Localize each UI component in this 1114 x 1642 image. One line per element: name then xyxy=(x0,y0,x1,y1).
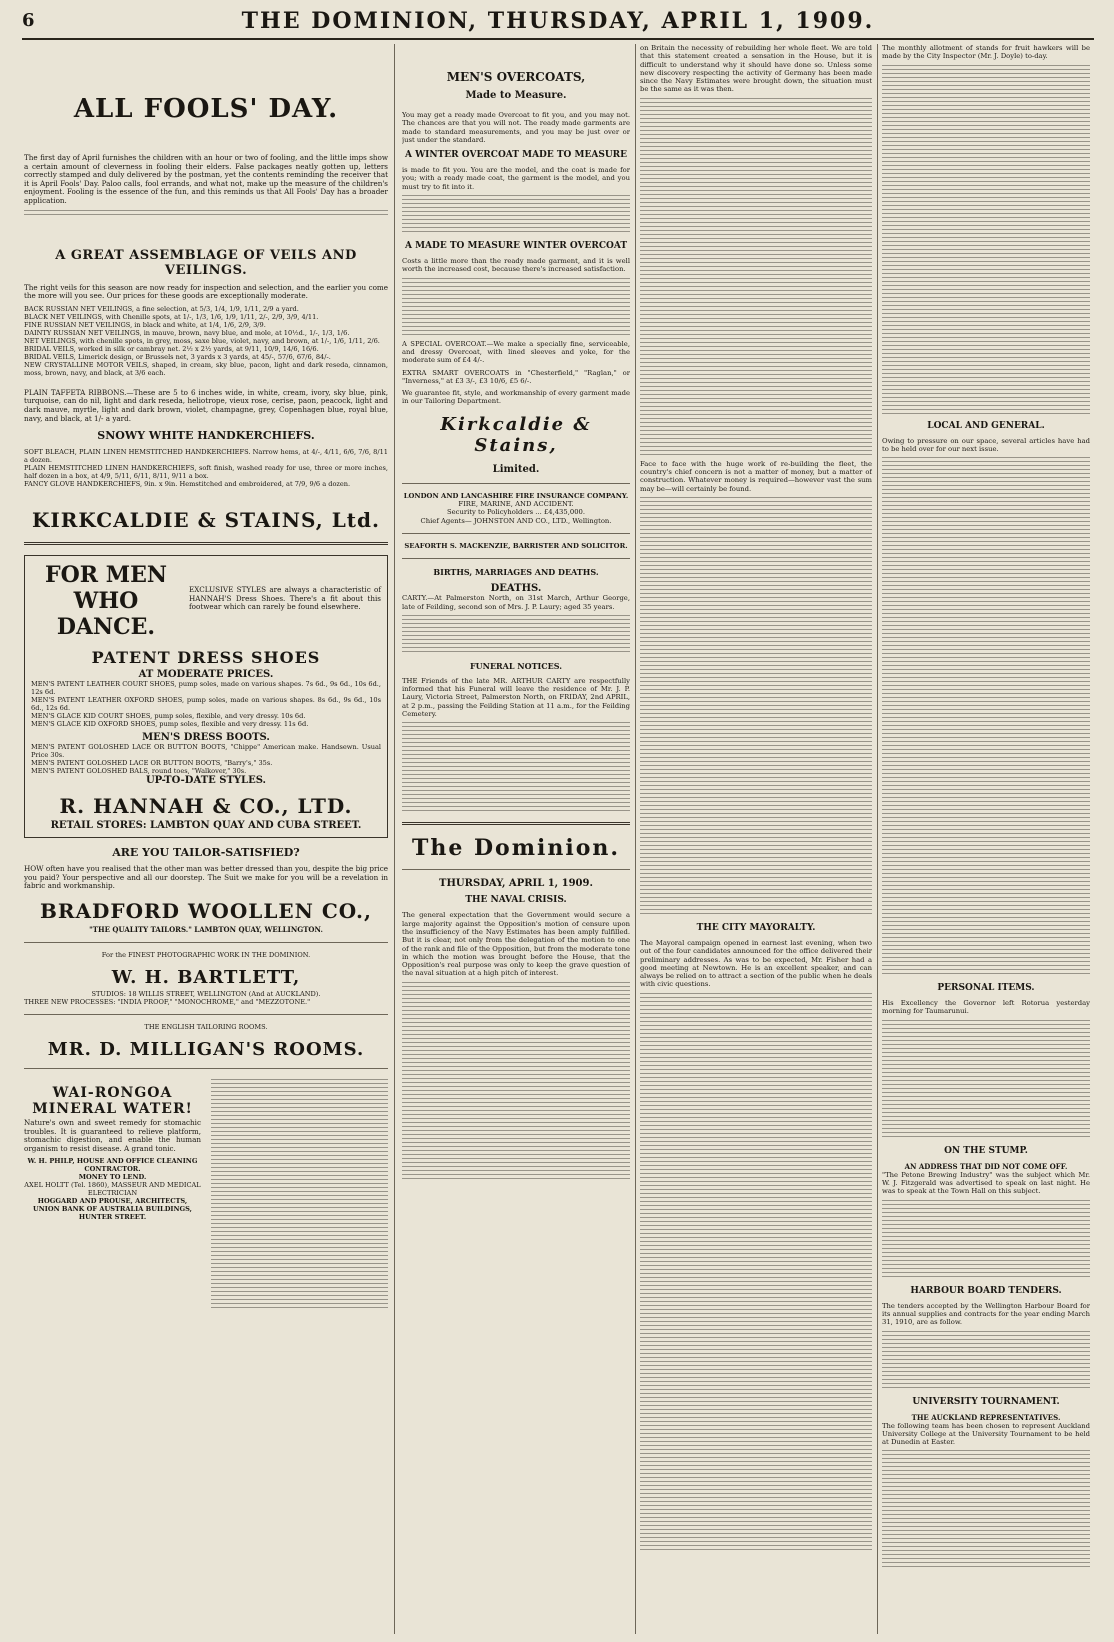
veils-heading: A GREAT ASSEMBLAGE OF VEILS AND VEILINGS. xyxy=(55,247,357,278)
text-filler xyxy=(402,278,630,338)
insurance-sub: FIRE, MARINE, AND ACCIDENT. xyxy=(458,500,574,509)
dress-boots-heading: MEN'S DRESS BOOTS. xyxy=(142,732,270,744)
naval-continued-2: Face to face with the huge work of re-building the fleet, the country's chief concern is not a matter of money, but a matter of construction. Whatever money is required—however vast the sum may be—will certainly be found. xyxy=(640,459,872,493)
kirkcaldie-limited: Limited. xyxy=(492,463,540,475)
hoggard-ad: HOGGARD AND PROUSE, ARCHITECTS, UNION BANK OF AUSTRALIA BUILDINGS, HUNTER STREET. xyxy=(33,1197,192,1222)
harbour-heading: HARBOUR BOARD TENDERS. xyxy=(910,1285,1062,1296)
veil-item: DAINTY RUSSIAN NET VEILINGS, in mauve, brown, navy blue, and mole, at 10½d., 1/-, 1/3, 1/6. xyxy=(24,328,350,337)
styles-line: UP-TO-DATE STYLES. xyxy=(145,775,267,787)
text-filler xyxy=(402,195,630,235)
text-filler xyxy=(882,1331,1090,1391)
university-heading: UNIVERSITY TOURNAMENT. xyxy=(912,1396,1060,1407)
boot-line: MEN'S PATENT GOLOSHED BALS, round toes, "Walkover," 30s. xyxy=(31,767,247,776)
hannah-logo: R. HANNAH & CO., LTD. xyxy=(59,794,353,819)
hankie-item: PLAIN HEMSTITCHED LINEN HANDKERCHIEFS, soft finish, washed ready for use, three or more inches, half dozen in a box, at 4/9, 5/11, 6/11, 8/11, 9/11 a box. xyxy=(24,464,388,481)
personal-heading: PERSONAL ITEMS. xyxy=(937,983,1035,994)
overcoats-sub: Made to Measure. xyxy=(465,90,567,101)
naval-continued: on Britain the necessity of rebuilding her whole fleet. We are told that this statement created a sensation in the House, but it is difficult to understand why it should have done so. Unless some new discovery respecting the activity of Germany has been made since the Navy Estimates were brought down, the situation must be the same as it was then. xyxy=(640,44,872,94)
all-fools-heading: ALL FOOLS' DAY. xyxy=(73,94,339,124)
boot-line: MEN'S PATENT GOLOSHED LACE OR BUTTON BOOTS, "Chippe" American make. Handsewn. Usual Price 30s. xyxy=(31,743,381,760)
text-filler xyxy=(640,993,872,1553)
text-filler xyxy=(640,497,872,917)
mayoralty-heading: THE CITY MAYORALTY. xyxy=(696,922,816,933)
wai-rongoa-text: Nature's own and sweet remedy for stomachic troubles. It is guaranteed to relieve platform, stomachic digestion, and enable the human organism to resist disease. A grand tonic. xyxy=(24,1117,201,1153)
funeral-text: THE Friends of the late MR. ARTHUR CARTY are respectfully informed that his Funeral will leave the residence of Mr. J. P. Laury, Victoria Street, Palmerston North, on FRIDAY, 2nd APRIL, at 2 p.m., passing the Feilding Station at 11 a.m., for the Feilding Cemetery. xyxy=(402,676,630,719)
funeral-heading: FUNERAL NOTICES. xyxy=(469,660,563,671)
naval-crisis-heading: THE NAVAL CRISIS. xyxy=(465,895,567,906)
column-rule xyxy=(635,44,636,1634)
text-filler xyxy=(882,1020,1090,1140)
holt-ad: AXEL HOLTT (Tel. 1860), MASSEUR AND MEDICAL ELECTRICIAN xyxy=(24,1181,201,1198)
boot-line: MEN'S PATENT GOLOSHED LACE OR BUTTON BOOTS, "Barry's," 35s. xyxy=(31,759,273,768)
mackenzie-ad: SEAFORTH S. MACKENZIE, BARRISTER AND SOLICITOR. xyxy=(404,541,628,550)
extra-smart: EXTRA SMART OVERCOATS in "Chesterfield," "Raglan," or "Inverness," at £3 3/-, £3 10/6, £5 6/-. xyxy=(402,368,630,385)
insurance-heading: LONDON AND LANCASHIRE FIRE INSURANCE COMPANY. xyxy=(403,491,629,500)
winter-overcoat-heading: A WINTER OVERCOAT MADE TO MEASURE xyxy=(404,150,628,161)
veil-item: BACK RUSSIAN NET VEILINGS, a fine selection, at 5/3, 1/4, 1/9, 1/11, 2/9 a yard. xyxy=(24,304,299,313)
leader-date: THURSDAY, APRIL 1, 1909. xyxy=(439,878,593,890)
column-3 xyxy=(640,44,872,1636)
bartlett-processes: THREE NEW PROCESSES: "INDIA PROOF," "MONOCHROME," and "MEZZOTONE." xyxy=(24,997,311,1006)
local-continued: The monthly allotment of stands for fruit hawkers will be made by the City Inspector (Mr. J. Doyle) to-day. xyxy=(882,44,1090,61)
column-1 xyxy=(24,44,388,1636)
veil-item: NET VEILINGS, with chenille spots, in grey, moss, saxe blue, violet, navy, and brown, at 1/-, 1/6, 1/11, 2/6. xyxy=(24,336,380,345)
harbour-text: The tenders accepted by the Wellington Harbour Board for its annual supplies and contracts for the year ending March 31, 1910, are as follow. xyxy=(882,1301,1090,1327)
dance-shoes-ad xyxy=(24,555,388,838)
shoe-line: MEN'S GLACE KID COURT SHOES, pump soles, flexible, and very dressy. 10s 6d. xyxy=(31,712,306,721)
shoe-line: MEN'S PATENT LEATHER COURT SHOES, pump soles, made on various shapes. 7s 6d., 9s 6d., 10s 6d., 12s 6d. xyxy=(31,680,381,697)
overcoats-heading: MEN'S OVERCOATS, xyxy=(446,70,586,84)
tailor-question: ARE YOU TAILOR-SATISFIED? xyxy=(112,846,300,860)
milligan-logo: MR. D. MILLIGAN'S ROOMS. xyxy=(47,1038,365,1060)
shoes-note: EXCLUSIVE STYLES are always a characteristic of HANNAH'S Dress Shoes. There's a fit about this footwear which can rarely be found elsewhere. xyxy=(189,585,381,612)
veil-item: BLACK NET VEILINGS, with Chenille spots, at 1/-, 1/3, 1/6, 1/9, 1/11, 2/-, 2/9, 3/9, 4/11. xyxy=(24,312,319,321)
stump-sub: AN ADDRESS THAT DID NOT COME OFF. xyxy=(904,1161,1068,1171)
bartlett-address: STUDIOS: 18 WILLIS STREET, WELLINGTON (And at AUCKLAND). xyxy=(91,989,321,998)
shoe-line: MEN'S PATENT LEATHER OXFORD SHOES, pump soles, made on various shapes. 8s 6d., 9s 6d., 10s 6d., 12s 6d. xyxy=(31,696,381,713)
veil-item: BRIDAL VEILS, worked in silk or cambray net. 2½ x 2½ yards, at 9/11, 10/9, 14/6, 16/6. xyxy=(24,344,319,353)
local-general-heading: LOCAL AND GENERAL. xyxy=(927,420,1045,431)
column-rule xyxy=(877,44,878,1634)
hankie-item: FANCY GLOVE HANDKERCHIEFS, 9in. x 9in. Hemstitched and embroidered, at 7/9, 9/6 a dozen. xyxy=(24,480,351,489)
ribbons-text: PLAIN TAFFETA RIBBONS.—These are 5 to 6 inches wide, in white, cream, ivory, sky blue, pink, turquoise, can do nil, light and dark reseda, heliotrope, vieux rose, cerise, paon, peacock, light and dark mauve, myrtle, light and dark brown, violet, champagne, grey, Copenhagen blue, royal blue, navy, and black, at 1/- a yard. xyxy=(24,387,388,423)
wai-rongoa-heading: WAI-RONGOA MINERAL WATER! xyxy=(32,1084,193,1117)
masthead-title: THE DOMINION, THURSDAY, APRIL 1, 1909. xyxy=(241,8,875,34)
hankie-item: SOFT BLEACH, PLAIN LINEN HEMSTITCHED HANDKERCHIEFS. Narrow hems, at 4/-, 4/11, 6/6, 7/6, 8/11 a dozen. xyxy=(24,448,388,465)
deaths-heading: DEATHS. xyxy=(490,583,542,595)
personal-text: His Excellency the Governor left Rotorua yesterday morning for Taumarunui. xyxy=(882,999,1090,1016)
insurance-security: Security to Policyholders ... £4,435,000. xyxy=(446,508,586,517)
text-filler xyxy=(640,98,872,458)
veils-intro: The right veils for this season are now ready for inspection and selection, and the earlier you come the more will you see. Our prices for these goods are exceptionally moderate. xyxy=(24,282,388,301)
hankies-heading: SNOWY WHITE HANDKERCHIEFS. xyxy=(97,429,315,443)
kirkcaldie-logo: Kirkcaldie & Stains, xyxy=(440,413,592,456)
veil-item: BRIDAL VEILS, Limerick design, or Brussels net, 3 yards x 3 yards, at 45/-, 57/6, 67/6, 84/-. xyxy=(24,352,331,361)
bradford-sub: "THE QUALITY TAILORS." LAMBTON QUAY, WELLINGTON. xyxy=(89,924,323,934)
veil-item: NEW CRYSTALLINE MOTOR VEILS, shaped, in cream, sky blue, pacon, light and dark reseda, cinnamon, moss, brown, navy, and black, at 3/6 each. xyxy=(24,360,388,377)
dominion-logo: The Dominion. xyxy=(411,835,621,862)
university-sub: THE AUCKLAND REPRESENTATIVES. xyxy=(911,1412,1061,1422)
text-filler xyxy=(882,65,1090,415)
measure-text: Costs a little more than the ready made garment, and it is well worth the increased cost, because there's increased satisfaction. xyxy=(402,257,630,274)
text-filler xyxy=(882,457,1090,977)
text-filler xyxy=(882,1200,1090,1280)
money-to-lend: MONEY TO LEND. xyxy=(78,1173,147,1182)
text-filler xyxy=(24,210,388,218)
local-general-text: Owing to pressure on our space, several articles have had to be held over for our next issue. xyxy=(882,436,1090,453)
deaths-text: CARTY.—At Palmerston North, on 31st March, Arthur George, late of Feilding, second son of Mrs. J. P. Laury; aged 35 years. xyxy=(402,594,630,611)
guarantee: We guarantee fit, style, and workmanship of every garment made in our Tailoring Department. xyxy=(402,389,630,406)
patent-shoes-heading: PATENT DRESS SHOES xyxy=(91,648,321,668)
philp-ad: W. H. PHILP, HOUSE AND OFFICE CLEANING CONTRACTOR. xyxy=(27,1157,198,1174)
kirkcaldie-stains-logo: KIRKCALDIE & STAINS, Ltd. xyxy=(32,508,380,533)
chief-agents: Chief Agents— JOHNSTON AND CO., LTD., Wellington. xyxy=(420,516,612,525)
veil-item: FINE RUSSIAN NET VEILINGS, in black and white, at 1/4, 1/6, 2/9, 3/9. xyxy=(24,320,266,329)
stump-text: "The Petone Brewing Industry" was the subject which Mr. W. J. Fitzgerald was advertised to speak on last night. He was to speak at the Town Hall on this subject. xyxy=(882,1170,1090,1196)
page-number: 6 xyxy=(22,10,35,31)
stump-heading: ON THE STUMP. xyxy=(944,1145,1028,1156)
tailor-text: HOW often have you realised that the other man was better dressed than you, despite the big price you paid? Your perspective and all our doorstep. The Suit we make for you will be a revelation in fabric and workmanship. xyxy=(24,864,388,891)
winter-overcoat-text: is made to fit you. You are the model, and the coat is made for you; with a ready made coat, the garment is the model, and you must try to fit into it. xyxy=(402,166,630,191)
who-dance-heading: WHO DANCE. xyxy=(56,588,156,641)
bartlett-intro: For the FINEST PHOTOGRAPHIC WORK IN THE DOMINION. xyxy=(101,950,311,959)
masthead xyxy=(22,4,1094,40)
shoe-line: MEN'S GLACE KID OXFORD SHOES, pump soles, flexible and very dressy. 11s 6d. xyxy=(31,720,309,729)
column-4 xyxy=(882,44,1090,1636)
patent-shoes-sub: AT MODERATE PRICES. xyxy=(138,669,274,681)
all-fools-text: The first day of April furnishes the children with an hour or two of fooling, and the little imps show a certain amount of cleverness in fooling their elders. False packages neatly gotten up, letters correctly stamped and duly delivered by the postman, yet the contents reminding the receiver that it is April Fools' Day. Paloo calls, fool errands, and what not, make up the measure of the children's enjoyment. Fooling is the essence of the fun, and this reminds us that All Fools' Day has a broader application. xyxy=(24,153,388,205)
text-filler xyxy=(402,615,630,655)
special-overcoat: A SPECIAL OVERCOAT.—We make a specially fine, serviceable, and dressy Overcoat, with lined sleeves and yoke, for the moderate sum of £4 4/-. xyxy=(402,339,630,365)
for-men-heading: FOR MEN xyxy=(45,562,167,589)
milligan-intro: THE ENGLISH TAILORING ROOMS. xyxy=(144,1022,268,1031)
text-filler xyxy=(402,722,630,812)
university-text: The following team has been chosen to represent Auckland University College at the University Tournament to be held at Dunedin at Easter. xyxy=(882,1421,1090,1447)
hannah-stores: RETAIL STORES: LAMBTON QUAY AND CUBA STREET. xyxy=(50,820,362,832)
text-filler xyxy=(402,982,630,1182)
births-heading: BIRTHS, MARRIAGES AND DEATHS. xyxy=(433,567,599,578)
naval-crisis-text: The general expectation that the Government would secure a large majority against the Opposition's motion of censure upon the insufficiency of the Navy Estimates has been amply fulfilled. But it is clear, not only from the delegation of the motion to one of the rank and file of the Opposition, but from the moderate tone in which the motion was brought before the House, that the Opposition's real purpose was only to keep the grave question of the naval situation at a high pitch of interest. xyxy=(402,911,630,978)
bartlett-logo: W. H. BARTLETT, xyxy=(111,966,301,988)
column-rule xyxy=(394,44,395,1634)
measure-heading: A MADE TO MEASURE WINTER OVERCOAT xyxy=(404,241,628,252)
mayoralty-text: The Mayoral campaign opened in earnest last evening, when two out of the four candidates announced for the office delivered their preliminary addresses. As was to be expected, Mr. Fisher had a good meeting at Newtown. He is an excellent speaker, and can always be relied on to attract a section of the public when he deals with civic questions. xyxy=(640,938,872,989)
text-filler xyxy=(882,1450,1090,1570)
bradford-logo: BRADFORD WOOLLEN CO., xyxy=(40,898,372,923)
column-2 xyxy=(402,44,630,1636)
overcoats-text: You may get a ready made Overcoat to fit you, and you may not. The chances are that you will not. The ready made garments are made to standard measurements, and you may be just over or just under the standard. xyxy=(402,111,630,144)
ads-filler xyxy=(211,1079,388,1309)
